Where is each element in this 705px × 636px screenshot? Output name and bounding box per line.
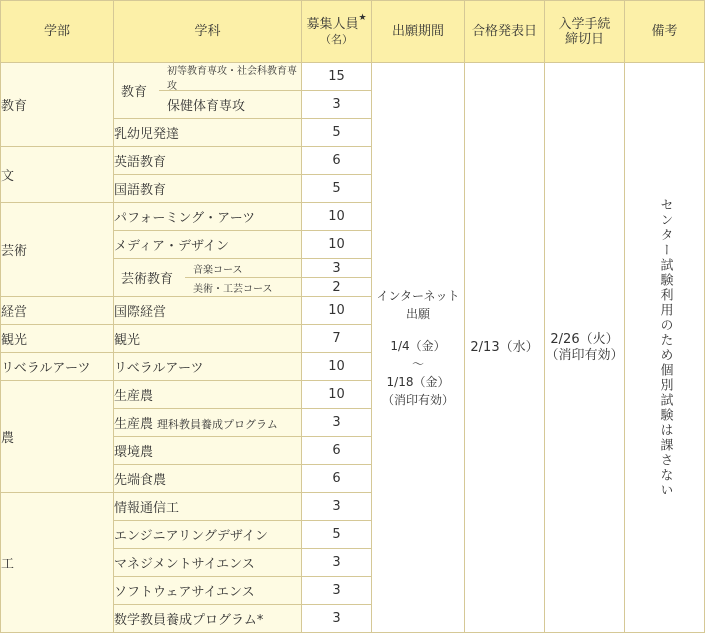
department-cell: 数学教員養成プログラム* (114, 605, 302, 633)
capacity-cell: 3 (302, 577, 372, 605)
department-cell: ソフトウェアサイエンス (114, 577, 302, 605)
faculty-cell: 経営 (1, 297, 114, 325)
department-cell: 乳幼児発達 (114, 119, 302, 147)
capacity-cell: 2 (302, 278, 372, 297)
enrollment-date: 2/26（火） (550, 331, 619, 347)
department-cell: マネジメントサイエンス (114, 549, 302, 577)
application-start-date: 1/4（金） (390, 338, 446, 353)
department-cell (114, 409, 302, 437)
department-group-label: 教育 (121, 85, 148, 100)
department-cell: パフォーミング・アーツ (114, 203, 302, 231)
header-department: 学科 (114, 1, 302, 63)
capacity-cell: 10 (302, 353, 372, 381)
capacity-cell: 10 (302, 203, 372, 231)
department-sub-item: 美術・工芸コース (185, 277, 301, 296)
application-method: インターネット (376, 288, 460, 303)
remarks-cell (625, 63, 705, 633)
capacity-cell: 6 (302, 147, 372, 175)
capacity-cell: 5 (302, 119, 372, 147)
enrollment-note: （消印有効） (545, 347, 624, 363)
department-cell: リベラルアーツ (114, 353, 302, 381)
application-tilde: 〜 (411, 356, 424, 371)
department-sub-item: 初等教育専攻・社会科教育専攻 (167, 65, 297, 92)
department-program: 理科教員養成プログラム (157, 418, 278, 431)
header-capacity-unit: （名） (320, 32, 353, 46)
capacity-cell: 5 (302, 175, 372, 203)
department-sub-item: 音楽コース (193, 264, 243, 276)
department-cell: 国語教育 (114, 175, 302, 203)
table-row (1, 63, 705, 91)
header-row (1, 1, 705, 63)
faculty-cell: 農 (1, 381, 114, 493)
department-cell: 生産農 (114, 381, 302, 409)
application-method-sub: 出願 (405, 306, 430, 321)
remarks-text: センター試験利用のため個別試験は課さない (657, 197, 673, 498)
capacity-cell: 7 (302, 325, 372, 353)
header-announcement: 合格発表日 (465, 1, 545, 63)
capacity-cell: 3 (302, 493, 372, 521)
header-capacity (302, 1, 372, 63)
department-cell: 情報通信工 (114, 493, 302, 521)
header-enrollment-line2: 締切日 (564, 31, 604, 47)
faculty-cell: 文 (1, 147, 114, 203)
announcement-cell: 2/13（水） (465, 63, 545, 633)
header-application-period: 出願期間 (372, 1, 465, 63)
header-capacity-label: 募集人員 (306, 16, 359, 32)
department-group-label: 芸術教育 (121, 272, 174, 287)
capacity-cell: 3 (302, 409, 372, 437)
capacity-cell: 6 (302, 437, 372, 465)
application-end-date: 1/18（金） (386, 374, 450, 389)
department-group-cell (114, 259, 302, 297)
department-cell: 観光 (114, 325, 302, 353)
capacity-cell: 10 (302, 231, 372, 259)
department-cell: 環境農 (114, 437, 302, 465)
application-note: （消印有効） (381, 392, 454, 407)
faculty-cell: 観光 (1, 325, 114, 353)
header-enrollment-line1: 入学手続 (558, 16, 611, 32)
enrollment-deadline-cell (545, 63, 625, 633)
capacity-cell: 10 (302, 297, 372, 325)
faculty-cell: リベラルアーツ (1, 353, 114, 381)
capacity-cell: 3 (302, 549, 372, 577)
header-faculty: 学部 (1, 1, 114, 63)
capacity-cell: 5 (302, 521, 372, 549)
department-group-cell (114, 63, 302, 119)
faculty-cell: 芸術 (1, 203, 114, 297)
department-name: 生産農 (114, 417, 154, 432)
faculty-cell: 工 (1, 493, 114, 633)
department-cell: 英語教育 (114, 147, 302, 175)
capacity-cell: 15 (302, 63, 372, 91)
department-sub-item: 保健体育専攻 (159, 90, 301, 118)
capacity-cell: 10 (302, 381, 372, 409)
capacity-cell: 3 (302, 91, 372, 119)
department-cell: エンジニアリングデザイン (114, 521, 302, 549)
capacity-cell: 3 (302, 605, 372, 633)
application-period-cell (372, 63, 465, 633)
capacity-cell: 3 (302, 259, 372, 278)
header-enrollment-deadline (545, 1, 625, 63)
header-remarks: 備考 (625, 1, 705, 63)
department-cell: 先端食農 (114, 465, 302, 493)
department-cell: メディア・デザイン (114, 231, 302, 259)
faculty-cell: 教育 (1, 63, 114, 147)
department-cell: 国際経営 (114, 297, 302, 325)
header-capacity-star: ★ (358, 12, 367, 23)
capacity-cell: 6 (302, 465, 372, 493)
